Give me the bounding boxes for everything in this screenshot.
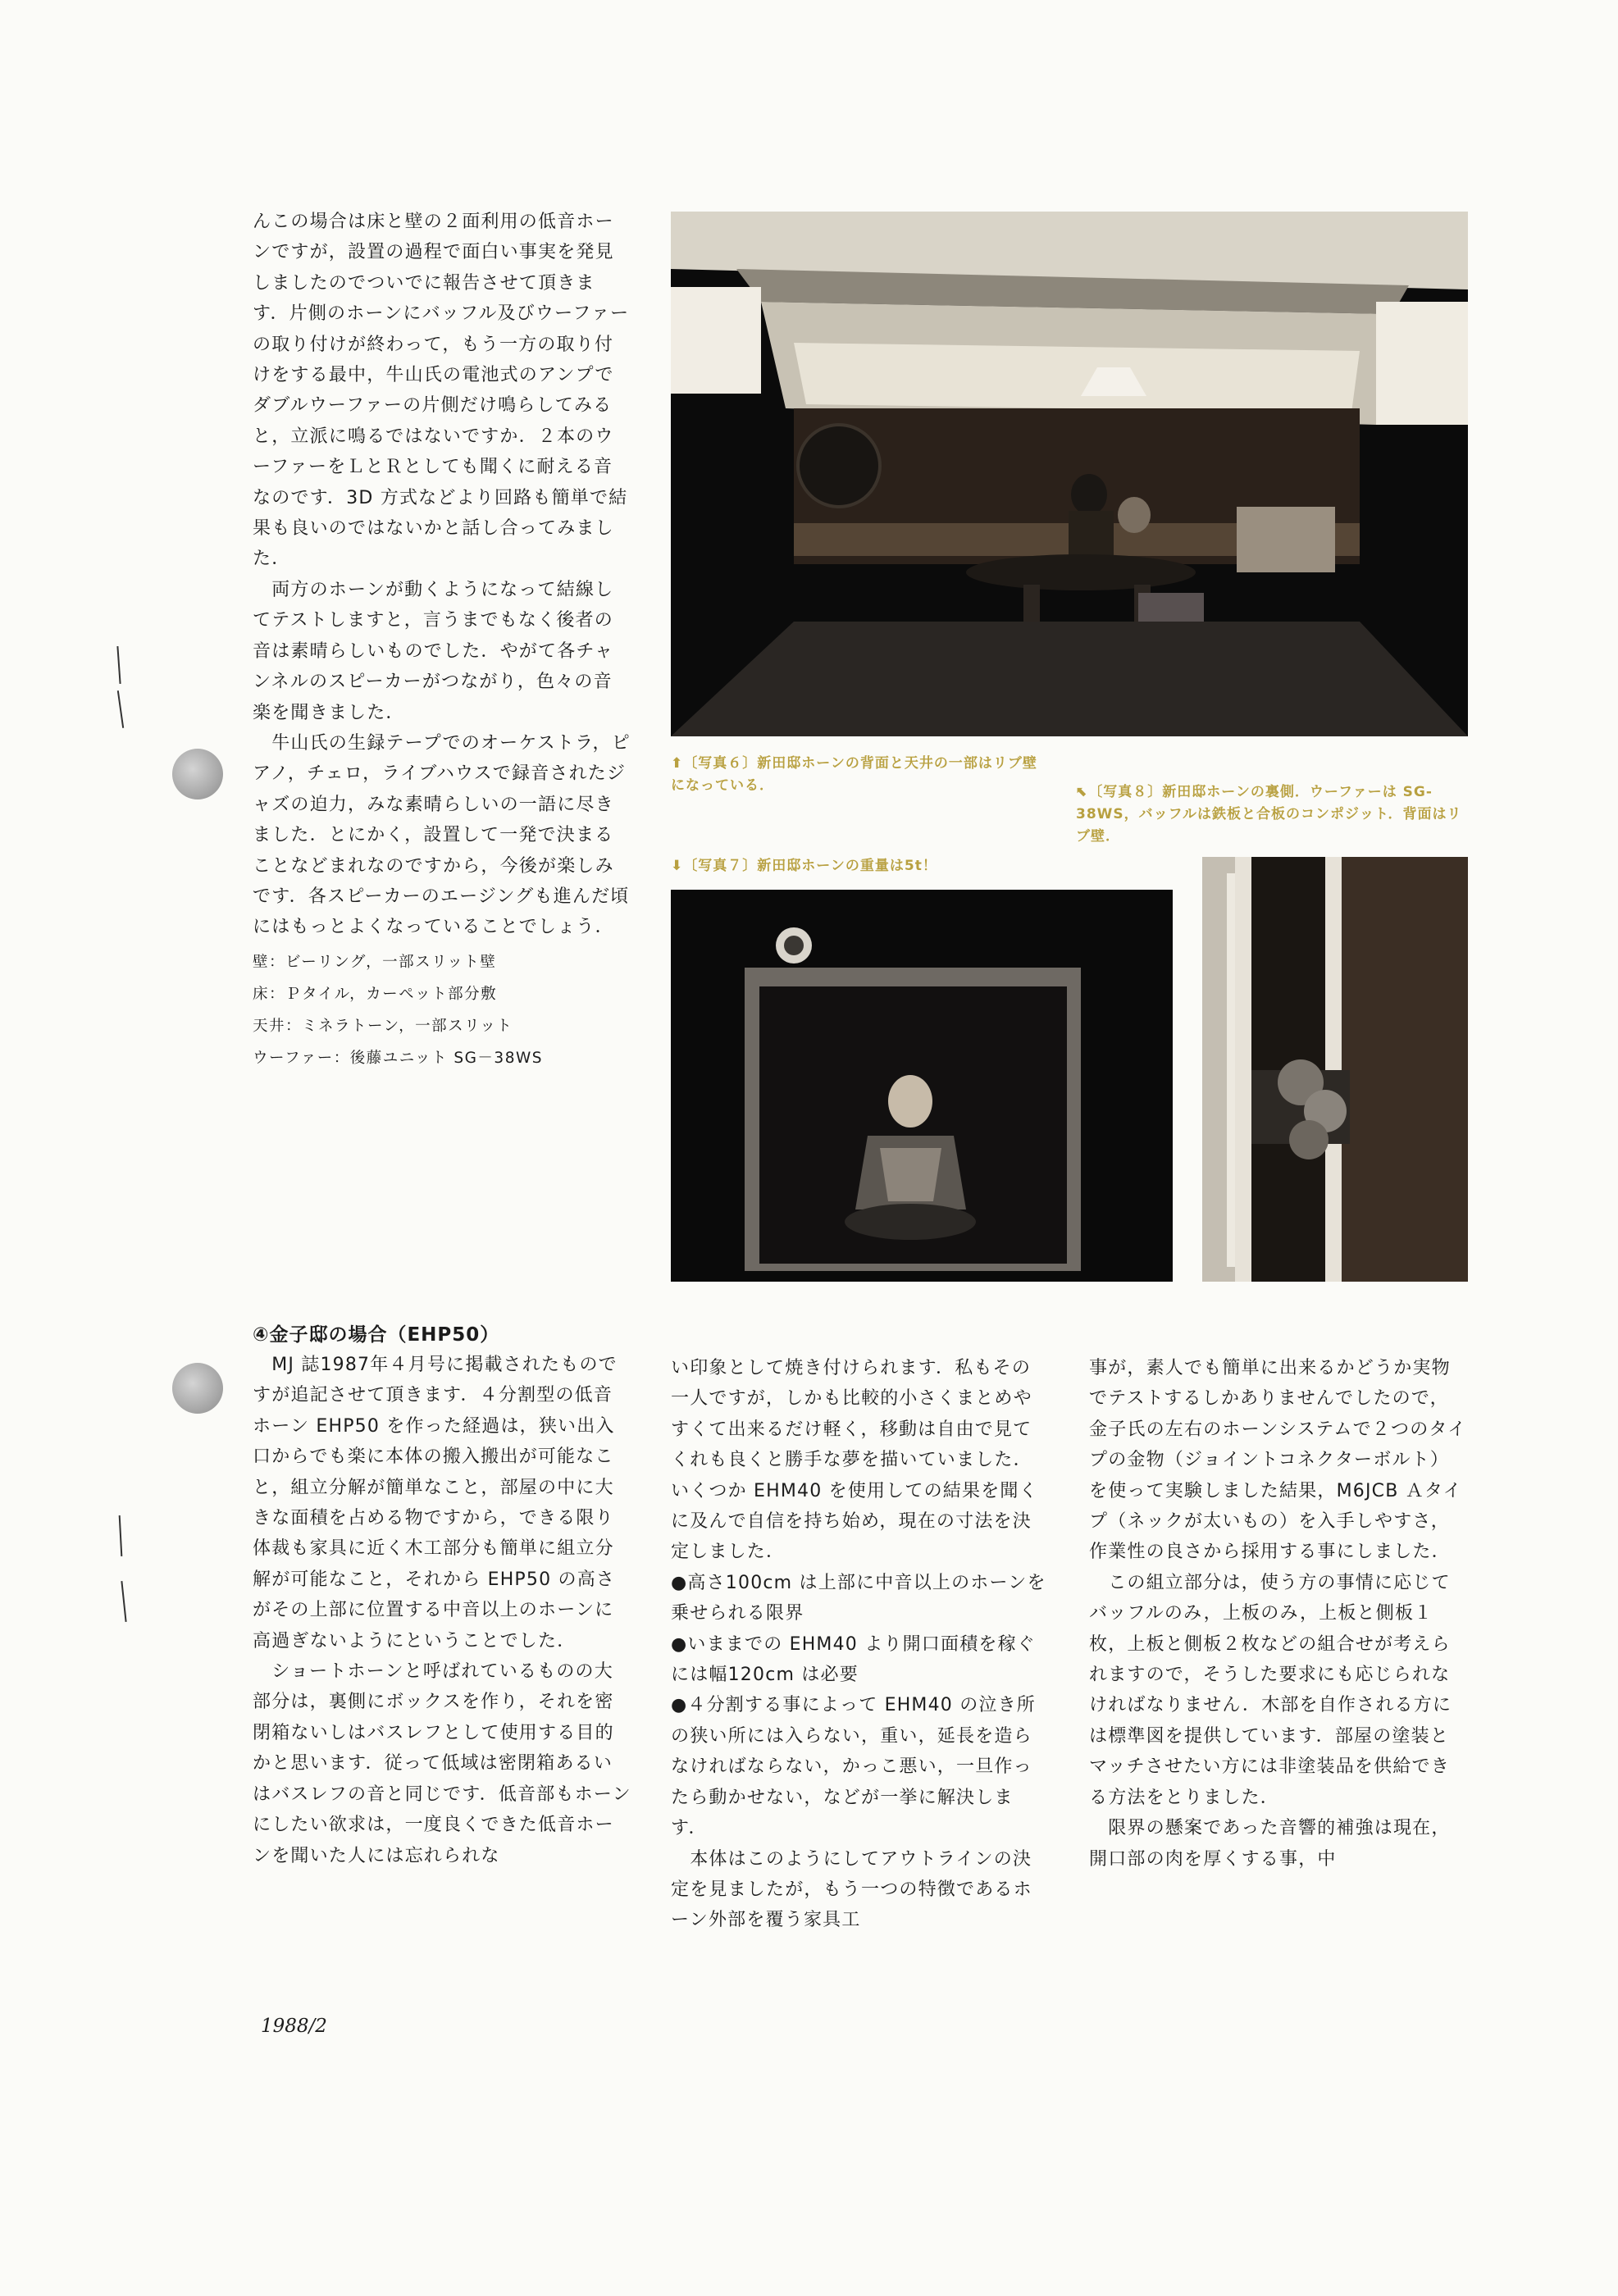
photo-8-horn-back [1202,857,1468,1282]
body-paragraph: 本体はこのようにしてアウトラインの決定を見ましたが，もう一つの特徴であるホーン外部を覆う家具工 [671,1848,1032,1931]
binder-hole-top [172,749,223,800]
margin-mark [117,690,124,728]
bullet-item: ●４分割する事によって EHM40 の泣き所の狭い所には入らない，重い，延長を造らなければならない，かっこ悪い，一旦作ったら動かせない，などが一挙に解決します． [671,1695,1037,1839]
body-paragraph: この組立部分は，使う方の事情に応じてバッフルのみ，上板のみ，上板と側板１枚，上板と側板２枚などの組合せが考えられますので，そうした要求にも応じられなければなりません．木部を自作される方には標準図を提供しています．部屋の塗装とマッチさせたい方には非塗装品を供給できる方法をとりました． [1089,1572,1452,1808]
upper-text-column [253,207,631,1074]
body-paragraph: 両方のホーンが動くようになって結線してテストしますと，言うまでもなく後者の音は素晴らしいものでした．やがて各チャンネルのスピーカーがつながり，色々の音楽を聞きました． [253,579,614,723]
lower-text-column-3 [1089,1353,1468,1875]
bullet-item: ●いままでの EHM40 より開口面積を稼ぐには幅120cm は必要 [671,1633,1037,1686]
photo-6-image [671,212,1468,736]
photo-7-caption: ⬇〔写真７〕新田邸ホーンの重量は5t！ [671,858,937,874]
photo-6-room [671,212,1468,736]
spec-woofer: ウーファー：後藤ユニット SG－38WS [253,1049,544,1067]
margin-mark [121,1581,126,1622]
photo-8-image [1202,857,1468,1282]
photo-8-caption: ⬉〔写真８〕新田邸ホーンの裏側．ウーファーは SG-38WS，バッフルは鉄板と合板のコンポジット．背面はリブ壁． [1076,784,1462,845]
binder-hole-bottom [172,1363,223,1414]
body-paragraph: 限界の懸案であった音響的補強は現在，開口部の肉を厚くする事，中 [1089,1818,1451,1870]
margin-mark [119,1515,123,1556]
body-paragraph: んこの場合は床と壁の２面利用の低音ホーンですが，設置の過程で面白い事実を発見しましたのでついでに報告させて頂きます．片側のホーンにバッフル及びウーファーの取り付けが終わって，もう一方の取り付けをする最中，牛山氏の電池式のアンプでダブルウーファーの片側だけ鳴らしてみると，立派に鳴るではないですか．２本のウーファーをＬとＲとしても聞くに耐える音なのです．3D 方式などより回路も簡単で結果も良いのではないかと話し合ってみました． [253,212,630,570]
section-heading: ④金子邸の場合（EHP50） [253,1324,500,1346]
photo-7-horn-mouth [671,890,1173,1282]
bullet-item: ●高さ100cm は上部に中音以上のホーンを乗せられる限界 [671,1572,1046,1624]
body-paragraph: 事が，素人でも簡単に出来るかどうか実物でテストするしかありませんでしたので，金子氏の左右のホーンシステムで２つのタイプの金物（ジョイントコネクターボルト）を使って実験しました結果，M6JCB Ａタイプ（ネックが太いもの）を入手しやすさ，作業性の良さから採用する事にしました． [1089,1358,1467,1563]
lower-text-column-2 [671,1353,1050,1936]
body-paragraph: MJ 誌1987年４月号に掲載されたものですが追記させて頂きます．４分割型の低音ホーン EHP50 を作った経過は，狭い出入口からでも楽に本体の搬入搬出が可能なこと，組立分解が簡単なこと，部屋の中に大きな面積を占める物ですから，できる限り体裁も家具に近く木工部分も簡単に組立分解が可能なこと，それから EHP50 の高さがその上部に位置する中音以上のホーンに高過ぎないようにということでした． [253,1355,618,1651]
spec-wall: 壁：ビーリング，一部スリット壁 [253,953,497,971]
page-folio: 1988/2 [261,2016,327,2037]
margin-mark [116,646,121,684]
room-spec-list [253,946,631,1074]
photo-6-caption: ⬆〔写真６〕新田邸ホーンの背面と天井の一部はリブ壁になっている． [671,755,1037,794]
spec-ceiling: 天井：ミネラトーン，一部スリット [253,1017,513,1035]
body-paragraph: ショートホーンと呼ばれているものの大部分は，裏側にボックスを作り，それを密閉箱ないしはバスレフとして使用する目的かと思います．従って低域は密閉箱あるいはバスレフの音と同じです．低音部もホーンにしたい欲求は，一度良くできた低音ホーンを聞いた人には忘れられな [253,1661,631,1866]
spec-floor: 床：Ｐタイル，カーペット部分敷 [253,985,498,1003]
photo-7-image [671,890,1173,1282]
body-paragraph: 牛山氏の生録テープでのオーケストラ，ピアノ，チェロ，ライブハウスで録音されたジャズの迫力，みな素晴らしいの一語に尽きました．とにかく，設置して一発で決まることなどまれなのですから，今後が楽しみです．各スピーカーのエージングも進んだ頃にはもっとよくなっていることでしょう． [253,732,631,938]
lower-text-column-1 [253,1320,631,1871]
body-paragraph: い印象として焼き付けられます．私もその一人ですが，しかも比較的小さくまとめやすくて出来るだけ軽く，移動は自由で見てくれも良くと勝手な夢を描いていました．いくつか EHM40 を使用しての結果を聞くに及んで自信を持ち始め，現在の寸法を決定しました． [671,1358,1038,1563]
